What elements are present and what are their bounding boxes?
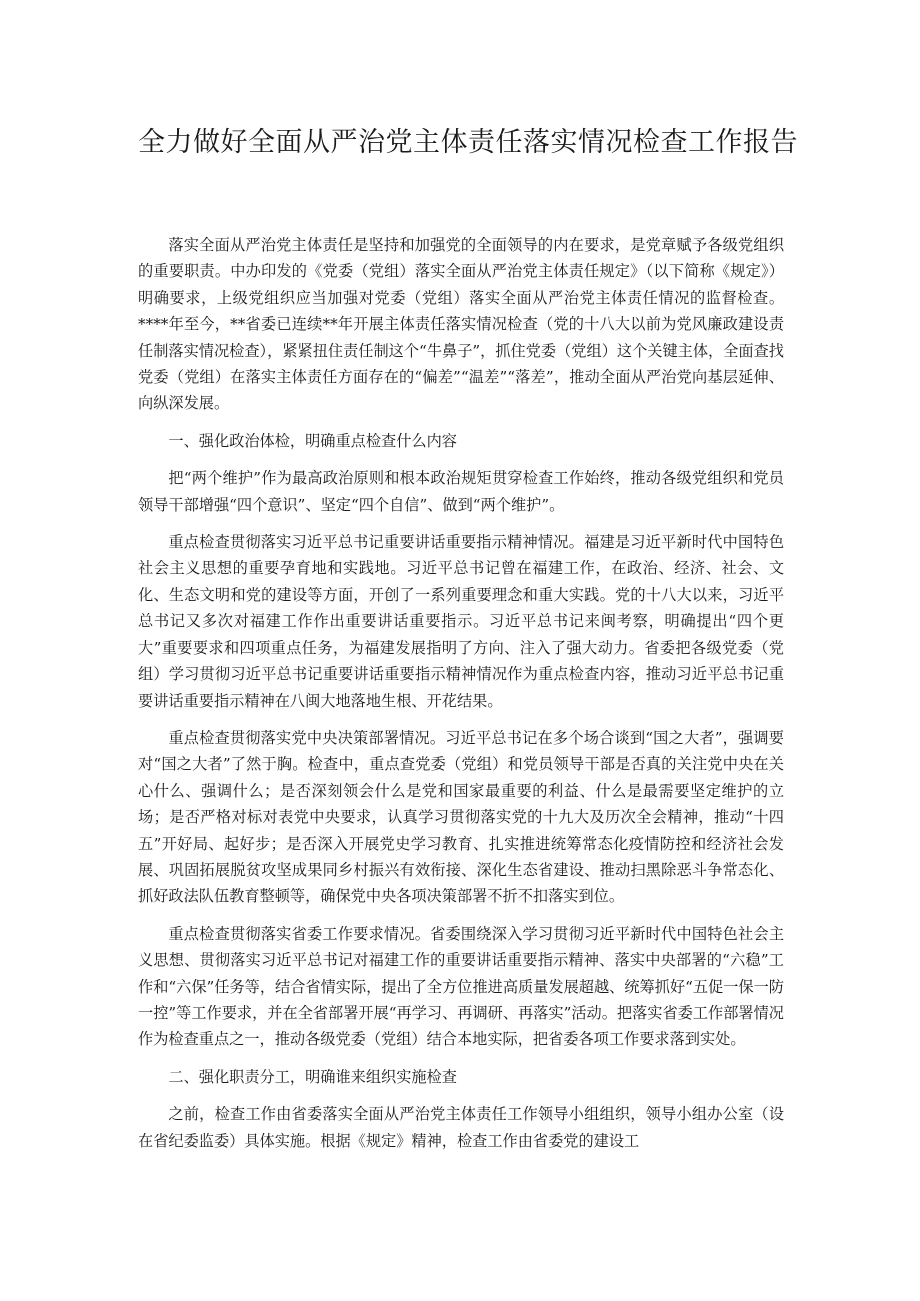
paragraph: 之前，检查工作由省委落实全面从严治党主体责任工作领导小组组织，领导小组办公室（设在省纪委监委）具体实施。根据《规定》精神，检查工作由省委党的建设工 <box>138 1105 784 1150</box>
section-heading-2: 二、强化职责分工，明确谁来组织实施检查 <box>168 1067 457 1086</box>
paragraph: 重点检查贯彻落实党中央决策部署情况。习近平总书记在多个场合谈到“国之大者”，强调要对“国之大者”了然于胸。检查中，重点查党委（党组）和党员领导干部是否真的关注党中央在关心什么、强调什么；是否深刻领会什么是党和国家最重要的利益、什么是最需要坚定维护的立场；是否严格对标对表党中央要求，认真学习贯彻落实党的十九大及历次全会精神，推动“十四五”开好局、起好步；是否深入开展党史学习教育、扎实推进统筹常态化疫情防控和经济社会发展、巩固拓展脱贫攻坚成果同乡村振兴有效衔接、深化生态省建设、推动扫黑除恶斗争常态化、抓好政法队伍教育整顿等，确保党中央各项决策部署不折不扣落实到位。 <box>138 728 784 906</box>
paragraph-intro: 落实全面从严治党主体责任是坚持和加强党的全面领导的内在要求，是党章赋予各级党组织的重要职责。中办印发的《党委（党组）落实全面从严治党主体责任规定》（以下简称《规定》）明确要求，上级党组织应当加强对党委（党组）落实全面从严治党主体责任情况的监督检查。****年至今，**省委已连续**年开展主体责任落实情况检查（党的十八大以前为党风廉政建设责任制落实情况检查），紧紧扭住责任制这个“牛鼻子”，抓住党委（党组）这个关键主体，全面查找党委（党组）在落实主体责任方面存在的“偏差”“温差”“落差”，推动全面从严治党向基层延伸、向纵深发展。 <box>138 236 784 413</box>
document-body <box>138 232 784 1165</box>
paragraph: 重点检查贯彻落实省委工作要求情况。省委围绕深入学习贯彻习近平新时代中国特色社会主义思想、贯彻落实习近平总书记对福建工作的重要讲话重要指示精神、落实中央部署的“六稳”工作和“六保”任务等，结合省情实际，提出了全方位推进高质量发展超越、统筹抓好“五促一保一防一控”等工作要求，并在全省部署开展“再学习、再调研、再落实”活动。把落实省委工作部署情况作为检查重点之一，推动各级党委（党组）结合本地实际，把省委各项工作要求落到实处。 <box>138 924 784 1049</box>
paragraph: 重点检查贯彻落实习近平总书记重要讲话重要指示精神情况。福建是习近平新时代中国特色社会主义思想的重要孕育地和实践地。习近平总书记曾在福建工作，在政治、经济、社会、文化、生态文明和党的建设等方面，开创了一系列重要理念和重大实践。党的十八大以来，习近平总书记又多次对福建工作作出重要讲话重要指示。习近平总书记来闽考察，明确提出“四个更大”重要要求和四项重点任务，为福建发展指明了方向、注入了强大动力。省委把各级党委（党组）学习贯彻习近平总书记重要讲话重要指示精神情况作为重点检查内容，推动习近平总书记重要讲话重要指示精神在八闽大地落地生根、开花结果。 <box>138 533 784 710</box>
page-title: 全力做好全面从严治党主体责任落实情况检查工作报告 <box>138 127 798 158</box>
section-heading-1: 一、强化政治体检，明确重点检查什么内容 <box>168 431 457 450</box>
paragraph: 把“两个维护”作为最高政治原则和根本政治规矩贯穿检查工作始终，推动各级党组织和党员领导干部增强“四个意识”、坚定“四个自信”、做到“两个维护”。 <box>138 469 784 514</box>
